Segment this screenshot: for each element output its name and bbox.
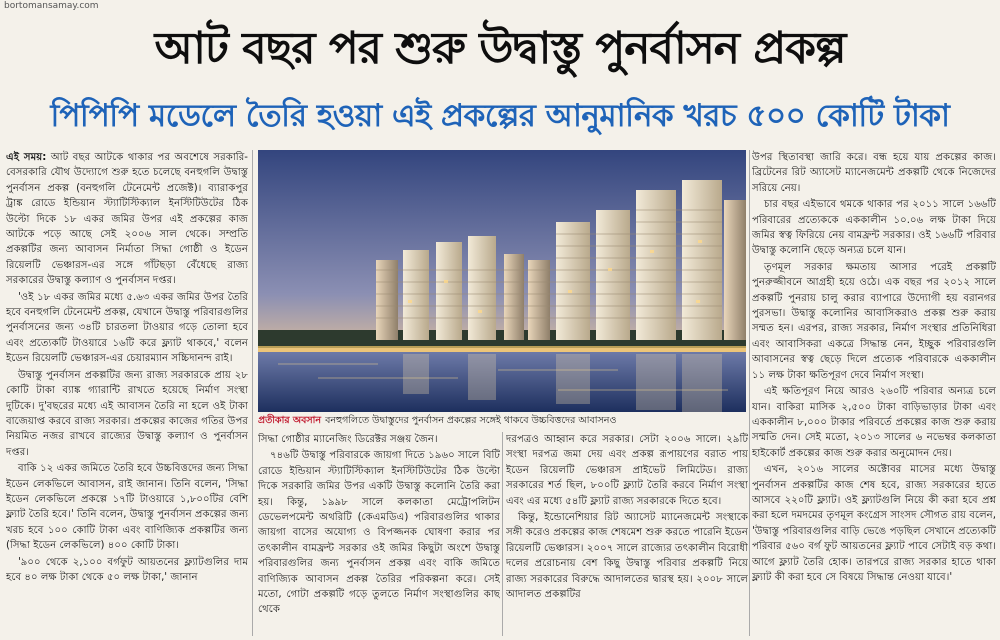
paragraph: এই ক্ষতিপূরণ নিয়ে আরও ২৬০টি পরিবার অন্যত্র চলে যান। বাকিরা মাসিক ২,৫০০ টাকা বাড়িভাড়ার টাকা এবং এককালীন ৮,০০০ টাকার পরিবর্তে প্রকল্পের কাজ শুরু করায় সম্মতি দেন। সেই মতো, ২০১৩ সালের ৬ নভেম্বর কলকাতা হাইকোর্ট প্রকল্পের কাজ শুরু করার অনুমোদন দেয়।: [752, 386, 996, 459]
column-divider: [502, 432, 503, 636]
paragraph-text: আট বছর আটকে থাকার পর অবশেষে সরকারি-বেসরকারি যৌথ উদ্যোগে শুরু হতে চলেছে বনহুগলি উদ্বাস্তু পুনর্বাসন প্রকল্প (বনহুগলি টেনেমেন্ট প্রজেক্ট)। ব্যারাকপুর ট্রাঙ্ক রোডে ইন্ডিয়ান স্ট্যাটিস্টিক্যাল ইনস্টিটিউটের ঠিক উল্টো দিকে ১৮ একর জমির উপর এই প্রকল্পের কাজ আটকে পড়ে আছে সেই ২০০৬ সাল থেকে। সম্প্রতি প্রকল্পটির জন্য আবাসন নির্মাতা সিদ্ধা গোষ্ঠী ও ইডেন রিয়েলটি ভেঞ্চারস-এর সঙ্গে গাঁটছড়া বেঁধেছে রাজ্য সরকারের উদ্বাস্তু কল্যাণ ও পুনর্বাসন দপ্তর।: [6, 152, 248, 287]
headline-text: আট বছর পর শুরু উদ্বাস্তু পুনর্বাসন প্রকল্প: [154, 23, 846, 74]
paragraph: বাকি ১২ একর জমিতে তৈরি হবে উচ্চবিত্তদের জন্য সিদ্ধা ইডেন লেকভিলে আবাসন, রাই জানান। তিনি বলেন, 'সিদ্ধা ইডেন লেকভিলে প্রকল্পে ১৭টি টাওয়ারে ১,৮০০টির বেশি ফ্ল্যাট তৈরি হবে।' তিনি বলেন, উদ্বাস্তু পুনর্বাসন প্রকল্পের জন্য খরচ হবে ১০০ কোটি টাকা এবং বাণিজ্যিক প্রকল্পটির জন্য (সিদ্ধা ইডেন লেকভিলে) ৪০০ কোটি টাকা।: [6, 463, 248, 552]
source-url: bortomansamay.com: [4, 1, 99, 11]
paragraph: 'ওই ১৮ একর জমির মধ্যে ৫.৬৩ একর জমির উপর তৈরি হবে বনহুগলি টেনেমেন্ট প্রকল্প, যেখানে উদ্বাস্তু পরিবারগুলির পুনর্বাসনের জন্য ৩৪টি চারতলা টাওয়ার গড়ে তোলা হবে এবং প্রত্যেকটি টাওয়ারে ১৬টি করে ফ্ল্যাট থাকবে,' বলেন ইডেন রিয়েলটি ভেঞ্চারস-এর চেয়ারম্যান সচ্চিদানন্দ রাই।: [6, 291, 248, 365]
paragraph: উদ্বাস্তু পুনর্বাসন প্রকল্পটির জন্য রাজ্য সরকারকে প্রায় ২৮ কোটি টাকা ব্যাঙ্ক গ্যারান্টি রাখতে হয়েছে নির্মাণ সংস্থা দুটিকে। দু'বছরের মধ্যে এই আবাসন তৈরি না হলে ওই টাকা বাজেয়াপ্ত করবে রাজ্য সরকার। প্রকল্পের কাজের গতির উপর নিয়মিত নজর রাখবে রাজ্যের উদ্বাস্তু কল্যাণ ও পুনর্বাসন দপ্তর।: [6, 369, 248, 458]
paragraph: ৭৪৬টি উদ্বাস্তু পরিবারকে জায়গা দিতে ১৯৬০ সালে বিটি রোডে ইন্ডিয়ান স্ট্যাটিস্টিক্যাল ইনস্টিটিউটের ঠিক উল্টো দিকে সরকারি জমির উপর একটি উদ্বাস্তু কলোনি তৈরি করা হয়। কিন্তু, ১৯৯৮ সালে কলকাতা মেট্রোপলিটন ডেভেলপমেন্ট অথরিটি (কেএমডিএ) পরিবারগুলির থাকার জায়গা বাসের অযোগ্য ও বিপজ্জনক ঘোষণা করার পর তৎকালীন বামফ্রন্ট সরকার ওই জমির কিছুটা অংশে উদ্বাস্তু পরিবারগুলির জন্য পুনর্বাসন প্রকল্প এবং বাকি জমিতে বাণিজ্যিক আবাসন প্রকল্প তৈরির পরিকল্পনা করে। সেই মতো, গোটা প্রকল্পটি গড়ে তুলতে নির্মাণ সংস্থাগুলির কাছ থেকে: [258, 450, 500, 616]
subheadline-text: পিপিপি মডেলে তৈরি হওয়া এই প্রকল্পের আনুমানিক খরচ ৫০০ কোটি টাকা: [50, 98, 950, 134]
paragraph: তৃণমূল সরকার ক্ষমতায় আসার পরেই প্রকল্পটি পুনরুজ্জীবনে আগ্রহী হয়ে ওঠে। এক বছর পর ২০১২ সালে প্রকল্পটি পুনরায় চালু করার ব্যাপারে উদ্যোগী হয় বরানগর পুরসভা। উদ্বাস্তু কলোনির আবাসিকরাও প্রকল্প শুরু করায় সম্মত হন। এরপর, রাজ্য সরকার, নির্মাণ সংস্থার প্রতিনিধিরা এবং আবাসিকরা একত্রে সিদ্ধান্ত নেন, ইচ্ছুক পরিবারগুলি আবাসনের স্বত্ব ছেড়ে দিলে প্রত্যেক পরিবারকে এককালীন ১১ লক্ষ টাকা ক্ষতিপূরণ দেবে নির্মাণ সংস্থা।: [752, 261, 996, 381]
dateline: এই সময়:: [6, 152, 47, 163]
paragraph: [6, 150, 248, 289]
caption-text: বনহুগলিতে উদ্বাস্তুদের পুনর্বাসন প্রকল্পের সঙ্গেই থাকবে উচ্চবিত্তদের আবাসনও: [325, 415, 617, 426]
article-column-2: [258, 432, 500, 640]
paragraph: কিন্তু, ইন্ডোনেশিয়ার রিট অ্যাসেট ম্যানেজমেন্ট সংস্থাকে সঙ্গী করেও প্রকল্পের কাজ শেষমেশ শুরু করতে পারেনি ইডেন রিয়েলটি ভেঞ্চারস। ২০০৭ সালে রাজ্যের তৎকালীন বিরোধী দলের প্ররোচনায় বেশ কিছু উদ্বাস্তু পরিবার প্রকল্পটি নিয়ে রাজ্য সরকারের বিরুদ্ধে আদালতের দ্বারস্থ হয়। ২০০৮ সালে আদালত প্রকল্পটির: [506, 512, 748, 601]
article-column-4: [752, 150, 996, 640]
paragraph: '৯০০ থেকে ২,১০০ বর্গফুট আয়তনের ফ্ল্যাটগুলির দাম হবে ৪০ লক্ষ টাকা থেকে ৫০ লক্ষ টাকা,' জানান: [6, 556, 248, 583]
caption-credit: প্রতীকার অবসান: [258, 415, 322, 426]
headline: [0, 8, 1000, 90]
paragraph: উপর স্থিতাবস্থা জারি করে। বন্ধ হয়ে যায় প্রকল্পের কাজ। ব্রিটেনের রিট অ্যাসেট ম্যানেজমেন্ট প্রকল্পটি থেকে নিজেদের সরিয়ে নেয়।: [752, 152, 996, 194]
photo-caption: [258, 413, 748, 429]
column-divider: [749, 150, 750, 636]
paragraph: দরপত্রও আহ্বান করে সরকার। সেটা ২০০৬ সালে। ২৯টি সংস্থা দরপত্র জমা দেয় এবং প্রকল্প রূপায়ণের বরাত পায় ইডেন রিয়েলটি ভেঞ্চারস প্রাইভেট লিমিটেড। রাজ্য সরকারের শর্ত ছিল, ৮০০টি ফ্ল্যাট তৈরি করবে নির্মাণ সংস্থা এবং এর মধ্যে ৫৪টি ফ্ল্যাট রাজ্য সরকারকে দিতে হবে।: [506, 434, 748, 507]
article-column-3: [506, 432, 748, 640]
paragraph: সিদ্ধা গোষ্ঠীর ম্যানেজিং ডিরেক্টর সঞ্জয় জৈন।: [258, 434, 438, 445]
subheadline: [0, 92, 1000, 144]
paragraph: চার বছর এইভাবে থমকে থাকার পর ২০১১ সালে ১৬৬টি পরিবারের প্রত্যেককে এককালীন ১০.০৬ লক্ষ টাকা দিয়ে জমির স্বত্ব ফিরিয়ে নেয় বামফ্রন্ট সরকার। ওই ১৬৬টি পরিবার উদ্বাস্তু কলোনি ছেড়ে অন্যত্র চলে যান।: [752, 199, 996, 257]
skyline-towers-lake-dusk-icon: [258, 150, 746, 412]
paragraph: এখন, ২০১৬ সালের অক্টোবর মাসের মধ্যে উদ্বাস্তু পুনর্বাসন প্রকল্পটির কাজ শেষ হবে, রাজ্য সরকারের হাতে আসবে ২২০টি ফ্ল্যাট। ওই ফ্ল্যাটগুলি নিয়ে কী করা হবে প্রশ্ন করা হলে দমদমের তৃণমূল কংগ্রেস সাংসদ সৌগত রায় বলেন, 'উদ্বাস্তু পরিবারগুলির বাড়ি ভেঙে পড়ছিল সেখানে প্রত্যেকটি পরিবার ৫৬০ বর্গ ফুট আয়তনের ফ্ল্যাট পাবে সেটাই বড় কথা। আগে ফ্ল্যাট তৈরি হোক। তারপরে রাজ্য সরকার হাতে থাকা ফ্ল্যাট কী করা হবে সে বিষয়ে সিদ্ধান্ত নেওয়া যাবে।': [752, 464, 996, 583]
article-photo: [258, 150, 746, 412]
article-column-1: [6, 150, 248, 640]
column-divider: [252, 150, 253, 636]
